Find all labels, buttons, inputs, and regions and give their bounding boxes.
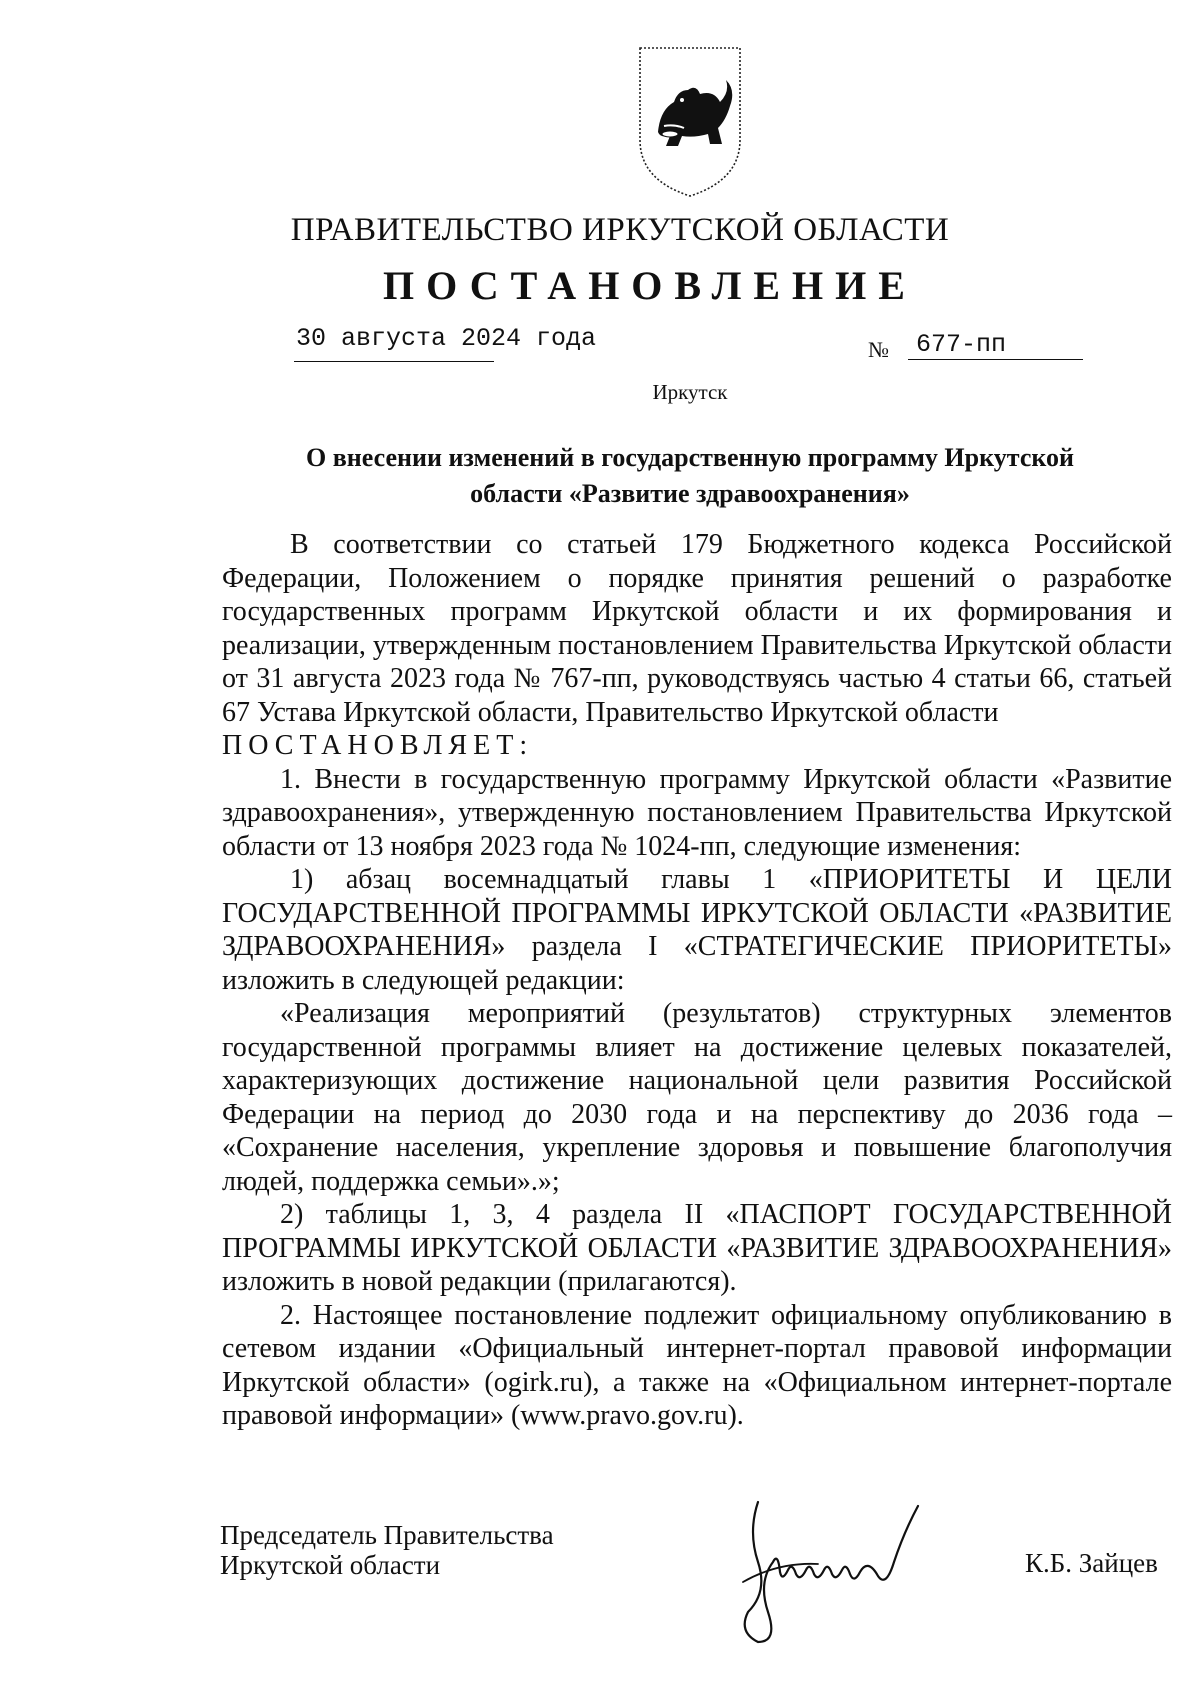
number-underline <box>908 359 1083 360</box>
document-body <box>222 528 1172 1433</box>
signatory-title-line-2: Иркутской области <box>220 1550 441 1580</box>
paragraph-subitem-1: 1) абзац восемнадцатый главы 1 «ПРИОРИТЕТЫ И ЦЕЛИ ГОСУДАРСТВЕННОЙ ПРОГРАММЫ ИРКУТСКОЙ ОБЛАСТИ «РАЗВИТИЕ ЗДРАВООХРАНЕНИЯ» раздела I «СТРАТЕГИЧЕСКИЕ ПРИОРИТЕТЫ» изложить в следующей редакции: <box>222 864 1172 996</box>
document-date: 30 августа 2024 года <box>296 324 597 353</box>
document-number: 677-пп <box>916 330 1007 359</box>
document-heading <box>260 440 1120 512</box>
paragraph-subitem-2: 2) таблицы 1, 3, 4 раздела II «ПАСПОРТ ГОСУДАРСТВЕННОЙ ПРОГРАММЫ ИРКУТСКОЙ ОБЛАСТИ «РАЗВИТИЕ ЗДРАВООХРАНЕНИЯ» изложить в новой редакции (прилагаются). <box>222 1199 1172 1297</box>
resolves-word: ПОСТАНОВЛЯЕТ: <box>222 730 534 761</box>
paragraph-item-1: 1. Внести в государственную программу Иркутской области «Развитие здравоохранения», утвержденную постановлением Правительства Иркутской области от 13 ноября 2023 года № 1024-пп, следующие изменения: <box>222 763 1172 862</box>
paragraph-item-2: 2. Настоящее постановление подлежит официальному опубликованию в сетевом издании «Официальный интернет-портал правовой информации Иркутской области» (ogirk.ru), а также на «Официальном интернет-портале правовой информации» (www.pravo.gov.ru). <box>222 1299 1172 1431</box>
irkutsk-coat-of-arms-icon <box>630 40 750 200</box>
signatory-name: К.Б. Зайцев <box>1025 1548 1158 1578</box>
paragraph-preamble: В соответствии со статьей 179 Бюджетного кодекса Российской Федерации, Положением о порядке принятия решений о разработке государственных программ Иркутской области и их формирования и реализации, утвержденным постановлением Правительства Иркутской области от 31 августа 2023 года № 767-пп, руководствуясь частью 4 статьи 66, статьей 67 Устава Иркутской области, Правительство Иркутской области <box>222 529 1172 728</box>
document-type: ПОСТАНОВЛЕНИЕ <box>383 263 917 308</box>
heading-line-2: области «Развитие здравоохранения» <box>470 479 910 508</box>
handwritten-signature-icon <box>718 1492 998 1652</box>
signatory-title-line-1: Председатель Правительства <box>220 1520 554 1550</box>
heading-line-1: О внесении изменений в государственную программу Иркутской <box>306 443 1074 472</box>
date-underline <box>294 361 494 362</box>
city-name: Иркутск <box>652 380 728 404</box>
organization-name: ПРАВИТЕЛЬСТВО ИРКУТСКОЙ ОБЛАСТИ <box>290 212 950 248</box>
paragraph-quote: «Реализация мероприятий (результатов) структурных элементов государственной программы влияет на достижение целевых показателей, характеризующих достижение национальной цели развития Российской Федерации на период до 2030 года и на перспективу до 2036 года – «Сохранение населения, укрепление здоровья и повышение благополучия людей, поддержка семьи».»; <box>222 998 1172 1197</box>
number-sign: № <box>868 337 889 362</box>
signatory-title <box>220 1520 554 1580</box>
